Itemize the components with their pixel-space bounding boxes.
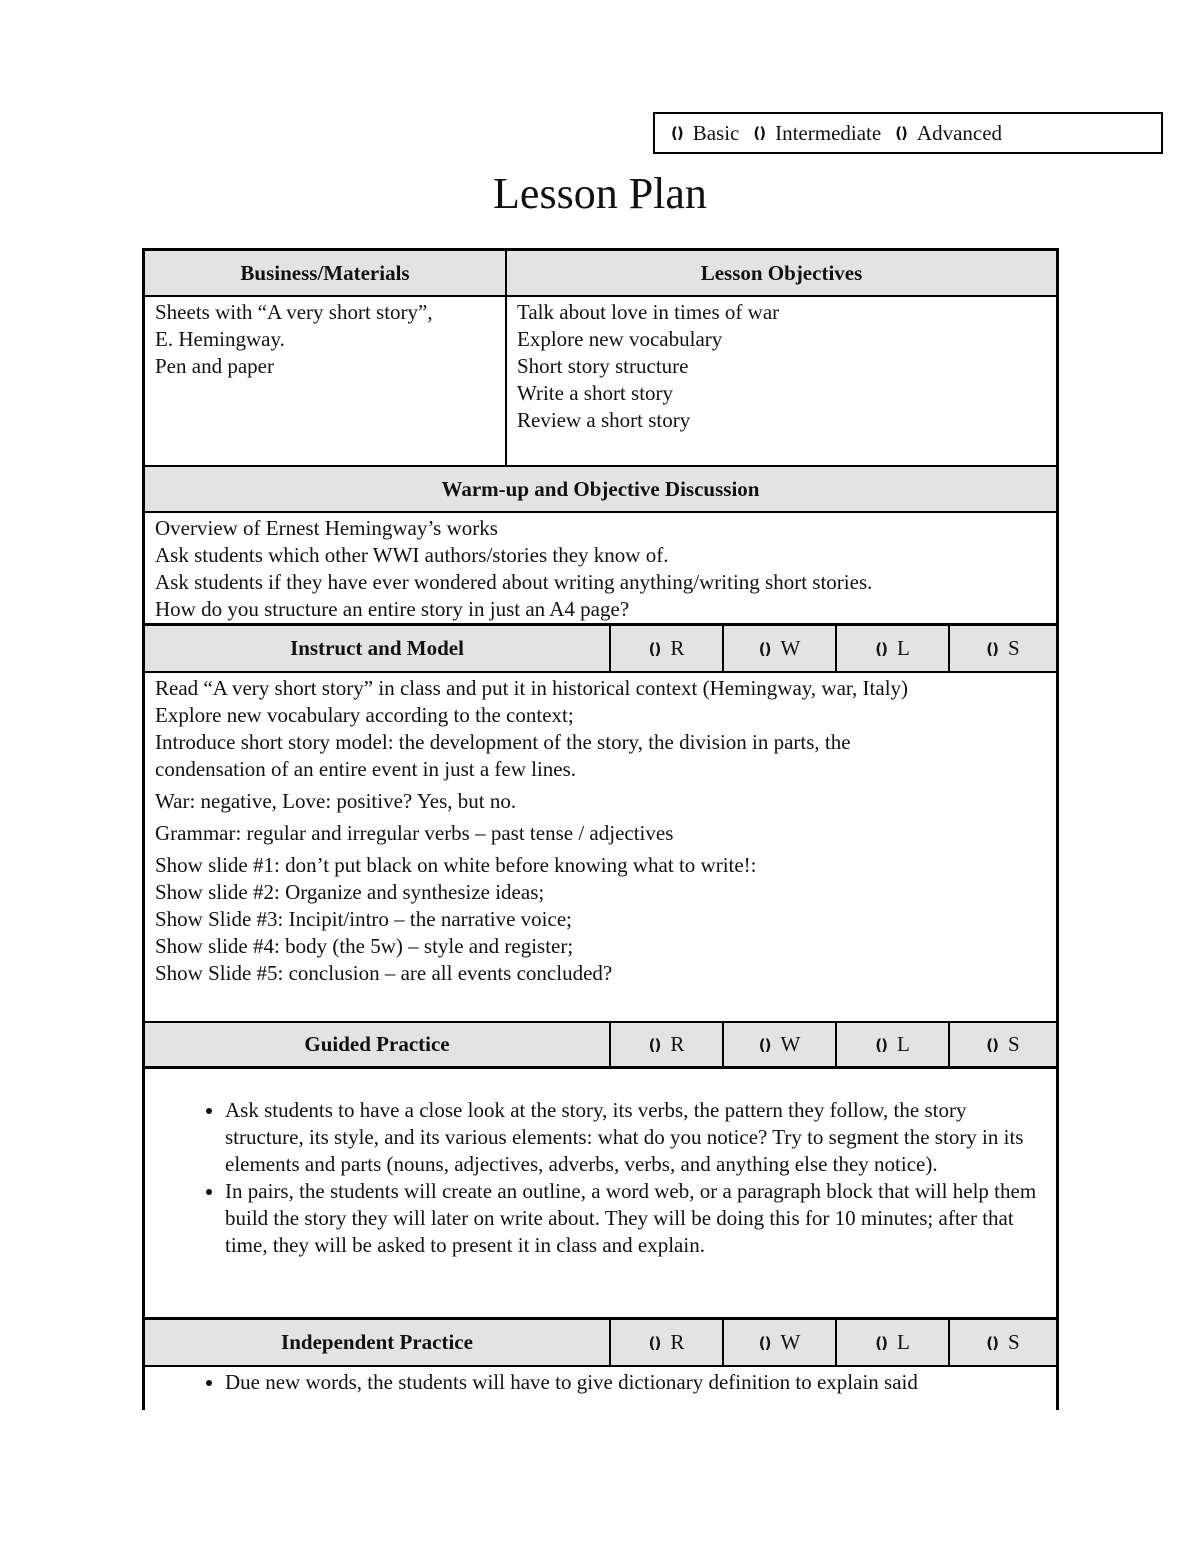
level-label: Advanced	[916, 120, 1003, 145]
radio-icon: ()	[986, 639, 999, 658]
instruct-line: Read “A very short story” in class and put it in historical context (Hemingway, war, Italy)	[155, 676, 909, 700]
materials-line: Sheets with “A very short story”,	[155, 300, 433, 324]
radio-icon: ()	[875, 1333, 887, 1352]
skill-writing-option[interactable]	[724, 1320, 837, 1365]
skill-speaking-option[interactable]	[950, 626, 1056, 671]
radio-icon: ()	[986, 1333, 999, 1352]
skill-label: W	[780, 636, 801, 660]
skill-label: S	[1008, 1330, 1020, 1354]
radio-icon: ()	[648, 639, 661, 658]
skill-label: S	[1008, 1032, 1020, 1056]
skill-label: W	[780, 1032, 801, 1056]
warmup-line: How do you structure an entire story in just an A4 page?	[155, 597, 630, 621]
instruct-header	[145, 625, 1056, 673]
skill-label: L	[896, 1330, 910, 1354]
skill-label: W	[780, 1330, 801, 1354]
guided-bullet: • Ask students to have a close look at the story, its verbs, the pattern they follow, the story structure, its style, and its various elements: what do you notice? Try to segment the story in its elements and parts (nouns, adjectives, adverbs, verbs, and anything else they notice).	[225, 1097, 1040, 1178]
skill-label: R	[670, 1330, 685, 1354]
instruct-line: Grammar: regular and irregular verbs – past tense / adjectives	[155, 821, 674, 845]
materials-objectives-header	[145, 251, 1056, 297]
instruct-line: condensation of an entire event in just a few lines.	[155, 757, 577, 781]
independent-body	[145, 1367, 1056, 1413]
level-option-basic[interactable]	[671, 121, 739, 146]
radio-icon: ()	[875, 639, 887, 658]
level-label: Intermediate	[775, 120, 882, 145]
lesson-objectives-header: Lesson Objectives	[700, 260, 863, 285]
slide-line: Show Slide #5: conclusion – are all events concluded?	[155, 961, 613, 985]
objective-line: Explore new vocabulary	[517, 327, 723, 351]
business-materials-header: Business/Materials	[145, 251, 507, 295]
slide-line: Show Slide #3: Incipit/intro – the narrative voice;	[155, 907, 572, 931]
independent-practice-header: Independent Practice	[145, 1320, 611, 1365]
skill-listening-option[interactable]	[837, 1320, 950, 1365]
slide-line: Show slide #1: don’t put black on white before knowing what to write!:	[155, 853, 757, 877]
radio-icon: ()	[753, 124, 766, 142]
skill-listening-option[interactable]	[837, 1023, 950, 1066]
guided-practice-header: Guided Practice	[145, 1023, 611, 1066]
guided-body	[145, 1069, 1056, 1319]
business-materials-cell	[145, 297, 507, 465]
warmup-header: Warm-up and Objective Discussion	[145, 467, 1056, 513]
objective-line: Short story structure	[517, 354, 689, 378]
skill-speaking-option[interactable]	[950, 1023, 1056, 1066]
guided-bullet: • In pairs, the students will create an outline, a word web, or a paragraph block that will help them build the story they will later on write about. They will be doing this for 10 minutes; after that time, they will be asked to present it in class and explain.	[225, 1178, 1040, 1259]
objective-line: Write a short story	[517, 381, 674, 405]
warmup-body	[145, 513, 1056, 625]
radio-icon: ()	[671, 124, 683, 142]
page-title: Lesson Plan	[493, 169, 707, 218]
materials-objectives-body	[145, 297, 1056, 467]
warmup-line: Ask students which other WWI authors/stories they know of.	[155, 543, 669, 567]
skill-writing-option[interactable]	[724, 1023, 837, 1066]
instruct-line: Explore new vocabulary according to the context;	[155, 703, 574, 727]
skill-reading-option[interactable]	[611, 1023, 724, 1066]
skill-listening-option[interactable]	[837, 626, 950, 671]
radio-icon: ()	[758, 639, 771, 658]
skill-label: L	[896, 636, 910, 660]
radio-icon: ()	[648, 1333, 661, 1352]
slide-line: Show slide #2: Organize and synthesize ideas;	[155, 880, 545, 904]
level-option-advanced[interactable]	[895, 121, 1002, 146]
independent-bullet: • Due new words, the students will have to give dictionary definition to explain said	[225, 1369, 1040, 1396]
radio-icon: ()	[895, 124, 907, 142]
warmup-line: Overview of Ernest Hemingway’s works	[155, 516, 498, 540]
level-label: Basic	[692, 120, 740, 145]
skill-reading-option[interactable]	[611, 1320, 724, 1365]
slide-line: Show slide #4: body (the 5w) – style and register;	[155, 934, 574, 958]
skill-label: L	[896, 1032, 910, 1056]
radio-icon: ()	[758, 1035, 771, 1054]
instruct-body	[145, 673, 1056, 1023]
skill-writing-option[interactable]	[724, 626, 837, 671]
instruct-line: War: negative, Love: positive? Yes, but no.	[155, 789, 517, 813]
radio-icon: ()	[758, 1333, 771, 1352]
radio-icon: ()	[986, 1035, 999, 1054]
lesson-objectives-cell	[507, 297, 1056, 465]
skill-reading-option[interactable]	[611, 626, 724, 671]
objective-line: Talk about love in times of war	[517, 300, 780, 324]
level-selector	[653, 112, 1163, 154]
materials-line: Pen and paper	[155, 354, 274, 378]
radio-icon: ()	[648, 1035, 661, 1054]
lesson-plan-table	[142, 248, 1059, 1410]
objective-line: Review a short story	[517, 408, 691, 432]
skill-speaking-option[interactable]	[950, 1320, 1056, 1365]
guided-header	[145, 1023, 1056, 1069]
radio-icon: ()	[875, 1035, 887, 1054]
instruct-model-header: Instruct and Model	[145, 626, 611, 671]
instruct-line: Introduce short story model: the development of the story, the division in parts, the	[155, 730, 851, 754]
materials-line: E. Hemingway.	[155, 327, 285, 351]
skill-label: R	[670, 1032, 685, 1056]
skill-label: S	[1008, 636, 1020, 660]
warmup-line: Ask students if they have ever wondered about writing anything/writing short stories.	[155, 570, 873, 594]
independent-header	[145, 1319, 1056, 1367]
skill-label: R	[670, 636, 685, 660]
level-option-intermediate[interactable]	[753, 121, 881, 146]
